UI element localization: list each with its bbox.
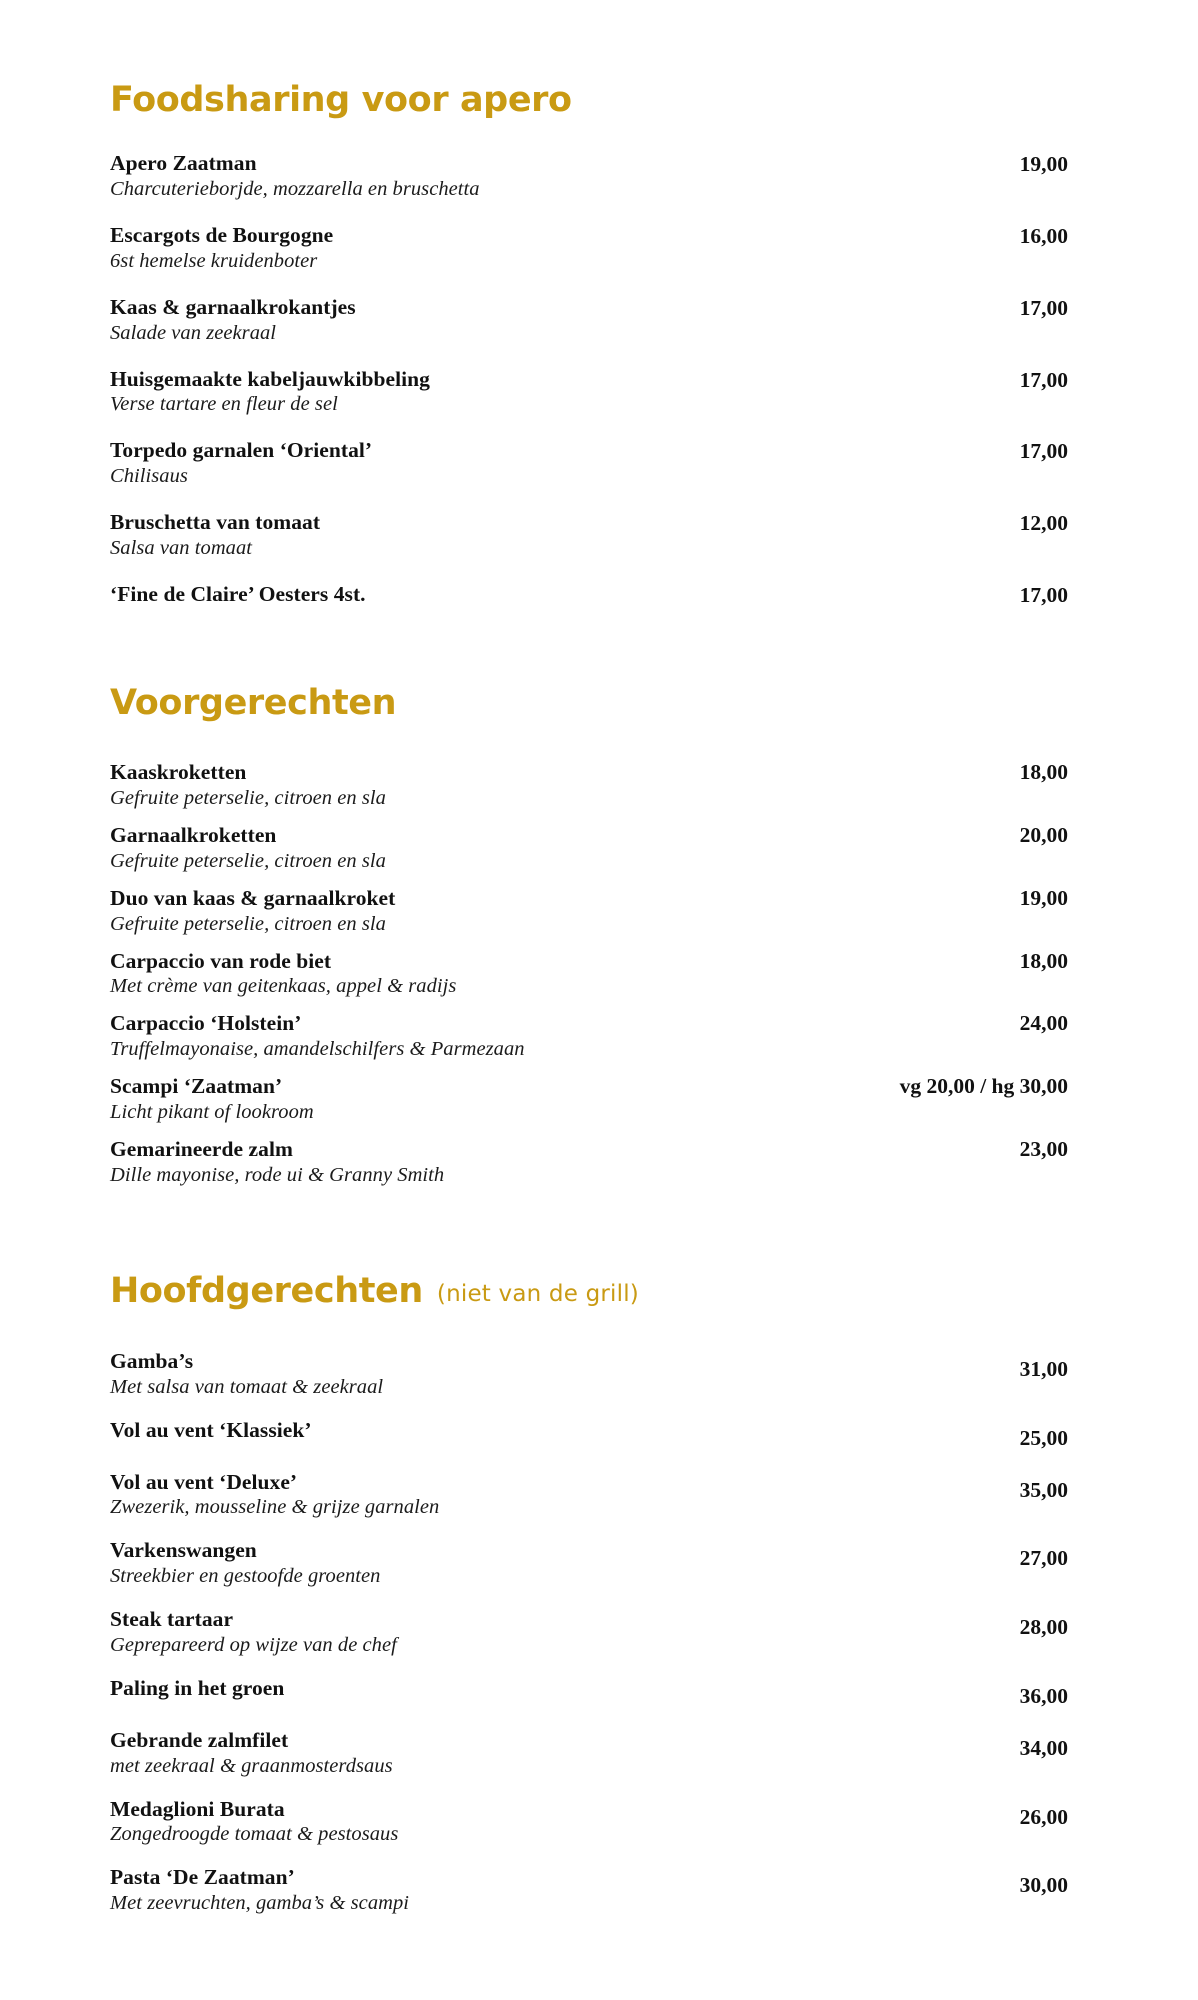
menu-item [110, 223, 1068, 274]
menu-item [110, 367, 1068, 418]
menu-item-name: Varkenswangen [110, 1538, 257, 1563]
menu-item-name: Gemarineerde zalm [110, 1136, 293, 1161]
menu-item-description: Met zeevruchten, gamba’s & scampi [110, 1892, 410, 1915]
section-title: Voorgerechten [110, 682, 397, 723]
menu-item-description: Gefruite peterselie, citroen en sla [110, 786, 386, 809]
menu-section-voorgerechten [110, 655, 1068, 1188]
menu-item-description: Licht pikant of lookroom [110, 1100, 314, 1123]
menu-item-text [110, 760, 996, 811]
menu-item-text [110, 1349, 996, 1400]
menu-item [110, 1074, 1068, 1125]
menu-item-price: 18,00 [1019, 948, 1068, 973]
menu-item-price: 19,00 [1019, 885, 1068, 910]
menu-item [110, 1865, 1068, 1916]
menu-section-hoofdgerechten [110, 1243, 1068, 1916]
section-header [110, 655, 1068, 752]
menu-item-text [110, 1865, 996, 1916]
menu-item-description: Gefruite peterselie, citroen en sla [110, 849, 386, 872]
menu-item-price: 17,00 [1019, 367, 1068, 392]
menu-item-name: Carpaccio van rode biet [110, 948, 332, 973]
menu-item [110, 760, 1068, 811]
menu-item-price: 17,00 [1019, 583, 1068, 608]
menu-item-name: Huisgemaakte kabeljauwkibbeling [110, 366, 430, 391]
menu-item [110, 438, 1068, 489]
menu-item-text [110, 510, 996, 561]
menu-item-name: Vol au vent ‘Deluxe’ [110, 1469, 298, 1494]
menu-item [110, 151, 1068, 202]
menu-item-name: ‘Fine de Claire’ Oesters 4st. [110, 582, 366, 607]
menu-item-description: Met salsa van tomaat & zeekraal [110, 1375, 384, 1398]
menu-item-description: Streekbier en gestoofde groenten [110, 1565, 381, 1588]
menu-item-price: 12,00 [1019, 511, 1068, 536]
section-header [110, 52, 1068, 149]
menu-item-price: 27,00 [1019, 1546, 1068, 1571]
section-title: Foodsharing voor apero [110, 80, 572, 121]
menu-item-price: 17,00 [1019, 295, 1068, 320]
menu-item-text [110, 295, 996, 346]
menu-item-text [110, 367, 996, 418]
menu-item-text [110, 582, 996, 608]
menu-item-name: Torpedo garnalen ‘Oriental’ [110, 438, 373, 463]
menu-item-price: 25,00 [1019, 1425, 1068, 1450]
menu-item-price: 24,00 [1019, 1011, 1068, 1036]
menu-item-description: Truffelmayonaise, amandelschilfers & Parmezaan [110, 1038, 525, 1061]
menu-item-text [110, 1728, 996, 1779]
menu-item [110, 295, 1068, 346]
menu-item [110, 1607, 1068, 1658]
menu-item-name: Duo van kaas & garnaalkroket [110, 885, 396, 910]
menu-item-name: Gamba’s [110, 1349, 194, 1373]
menu-item-text [110, 949, 996, 1000]
menu-item-text [110, 1607, 996, 1658]
menu-item [110, 1011, 1068, 1062]
menu-item-price: 31,00 [1019, 1357, 1068, 1381]
menu-item-price: 17,00 [1019, 439, 1068, 464]
menu-section-foodsharing-voor-apero [110, 52, 1068, 609]
menu-item-description: Salsa van tomaat [110, 537, 253, 560]
menu-item-name: Garnaalkroketten [110, 822, 277, 847]
menu-item-name: Vol au vent ‘Klassiek’ [110, 1417, 312, 1442]
menu-item-text [110, 1676, 996, 1702]
section-subtitle: (niet van de grill) [436, 1280, 639, 1307]
menu-item-text [110, 1074, 876, 1125]
menu-item-price: 20,00 [1019, 822, 1068, 847]
menu-item-text [110, 438, 996, 489]
menu-item-description: Charcuterieborjde, mozzarella en bruschetta [110, 178, 480, 201]
menu-item [110, 1137, 1068, 1188]
menu-item-list [110, 760, 1068, 1188]
menu-item-name: Apero Zaatman [110, 151, 257, 176]
menu-item-text [110, 823, 996, 874]
menu-item-text [110, 1011, 996, 1062]
menu-item-name: Steak tartaar [110, 1607, 234, 1632]
section-header [110, 1243, 1068, 1340]
menu-item-text [110, 223, 996, 274]
menu-item-name: Medaglioni Burata [110, 1796, 285, 1821]
menu-item-price: 16,00 [1019, 224, 1068, 249]
menu-item [110, 582, 1068, 609]
menu-item-description: Dille mayonise, rode ui & Granny Smith [110, 1163, 445, 1186]
menu-item-name: Kaas & garnaalkrokantjes [110, 294, 356, 319]
menu-item [110, 1470, 1068, 1521]
menu-item-name: Gebrande zalmfilet [110, 1727, 289, 1752]
menu-item-description: 6st hemelse kruidenboter [110, 249, 318, 272]
menu-item-text [110, 1418, 996, 1444]
menu-item-list [110, 1349, 1068, 1916]
menu-item [110, 1418, 1068, 1452]
menu-item-price: vg 20,00 / hg 30,00 [899, 1074, 1068, 1099]
section-title: Hoofdgerechten [110, 1270, 423, 1311]
menu-item-text [110, 1137, 996, 1188]
menu-item-price: 23,00 [1019, 1136, 1068, 1161]
menu-item-text [110, 1538, 996, 1589]
menu-item-description: Chilisaus [110, 465, 188, 488]
menu-item-description: met zeekraal & graanmosterdsaus [110, 1754, 393, 1777]
menu-item-description: Zwezerik, mousseline & grijze garnalen [110, 1496, 440, 1519]
menu-item-price: 18,00 [1019, 760, 1068, 785]
menu-item-name: Scampi ‘Zaatman’ [110, 1074, 283, 1099]
menu-item [110, 823, 1068, 874]
menu-item-text [110, 1797, 996, 1848]
menu-item-name: Carpaccio ‘Holstein’ [110, 1011, 302, 1036]
menu-item-name: Kaaskroketten [110, 760, 247, 785]
menu-item-price: 35,00 [1019, 1477, 1068, 1502]
menu-item-name: Escargots de Bourgogne [110, 223, 334, 248]
menu-item-description: Verse tartare en fleur de sel [110, 393, 338, 416]
menu-item [110, 1538, 1068, 1589]
menu-item-description: Geprepareerd op wijze van de chef [110, 1633, 397, 1656]
menu-item-text [110, 886, 996, 937]
menu-item-name: Paling in het groen [110, 1675, 285, 1700]
menu-item-name: Pasta ‘De Zaatman’ [110, 1865, 295, 1890]
menu-item [110, 886, 1068, 937]
menu-item [110, 510, 1068, 561]
menu-item-price: 36,00 [1019, 1683, 1068, 1708]
menu-item-text [110, 1470, 996, 1521]
menu-item-description: Met crème van geitenkaas, appel & radijs [110, 975, 457, 998]
menu-item [110, 1676, 1068, 1710]
menu-item-description: Zongedroogde tomaat & pestosaus [110, 1823, 399, 1846]
menu-item [110, 1797, 1068, 1848]
menu-item-price: 34,00 [1019, 1735, 1068, 1760]
menu-item [110, 949, 1068, 1000]
menu-item-price: 28,00 [1019, 1615, 1068, 1640]
menu-item-list [110, 151, 1068, 609]
menu-item [110, 1349, 1068, 1400]
menu-item-description: Salade van zeekraal [110, 321, 277, 344]
menu-item-description: Gefruite peterselie, citroen en sla [110, 912, 386, 935]
menu-item-price: 30,00 [1019, 1873, 1068, 1898]
menu-item-text [110, 151, 996, 202]
menu-item-price: 19,00 [1019, 152, 1068, 177]
menu-item [110, 1728, 1068, 1779]
menu-item-name: Bruschetta van tomaat [110, 510, 321, 535]
menu-item-price: 26,00 [1019, 1804, 1068, 1829]
